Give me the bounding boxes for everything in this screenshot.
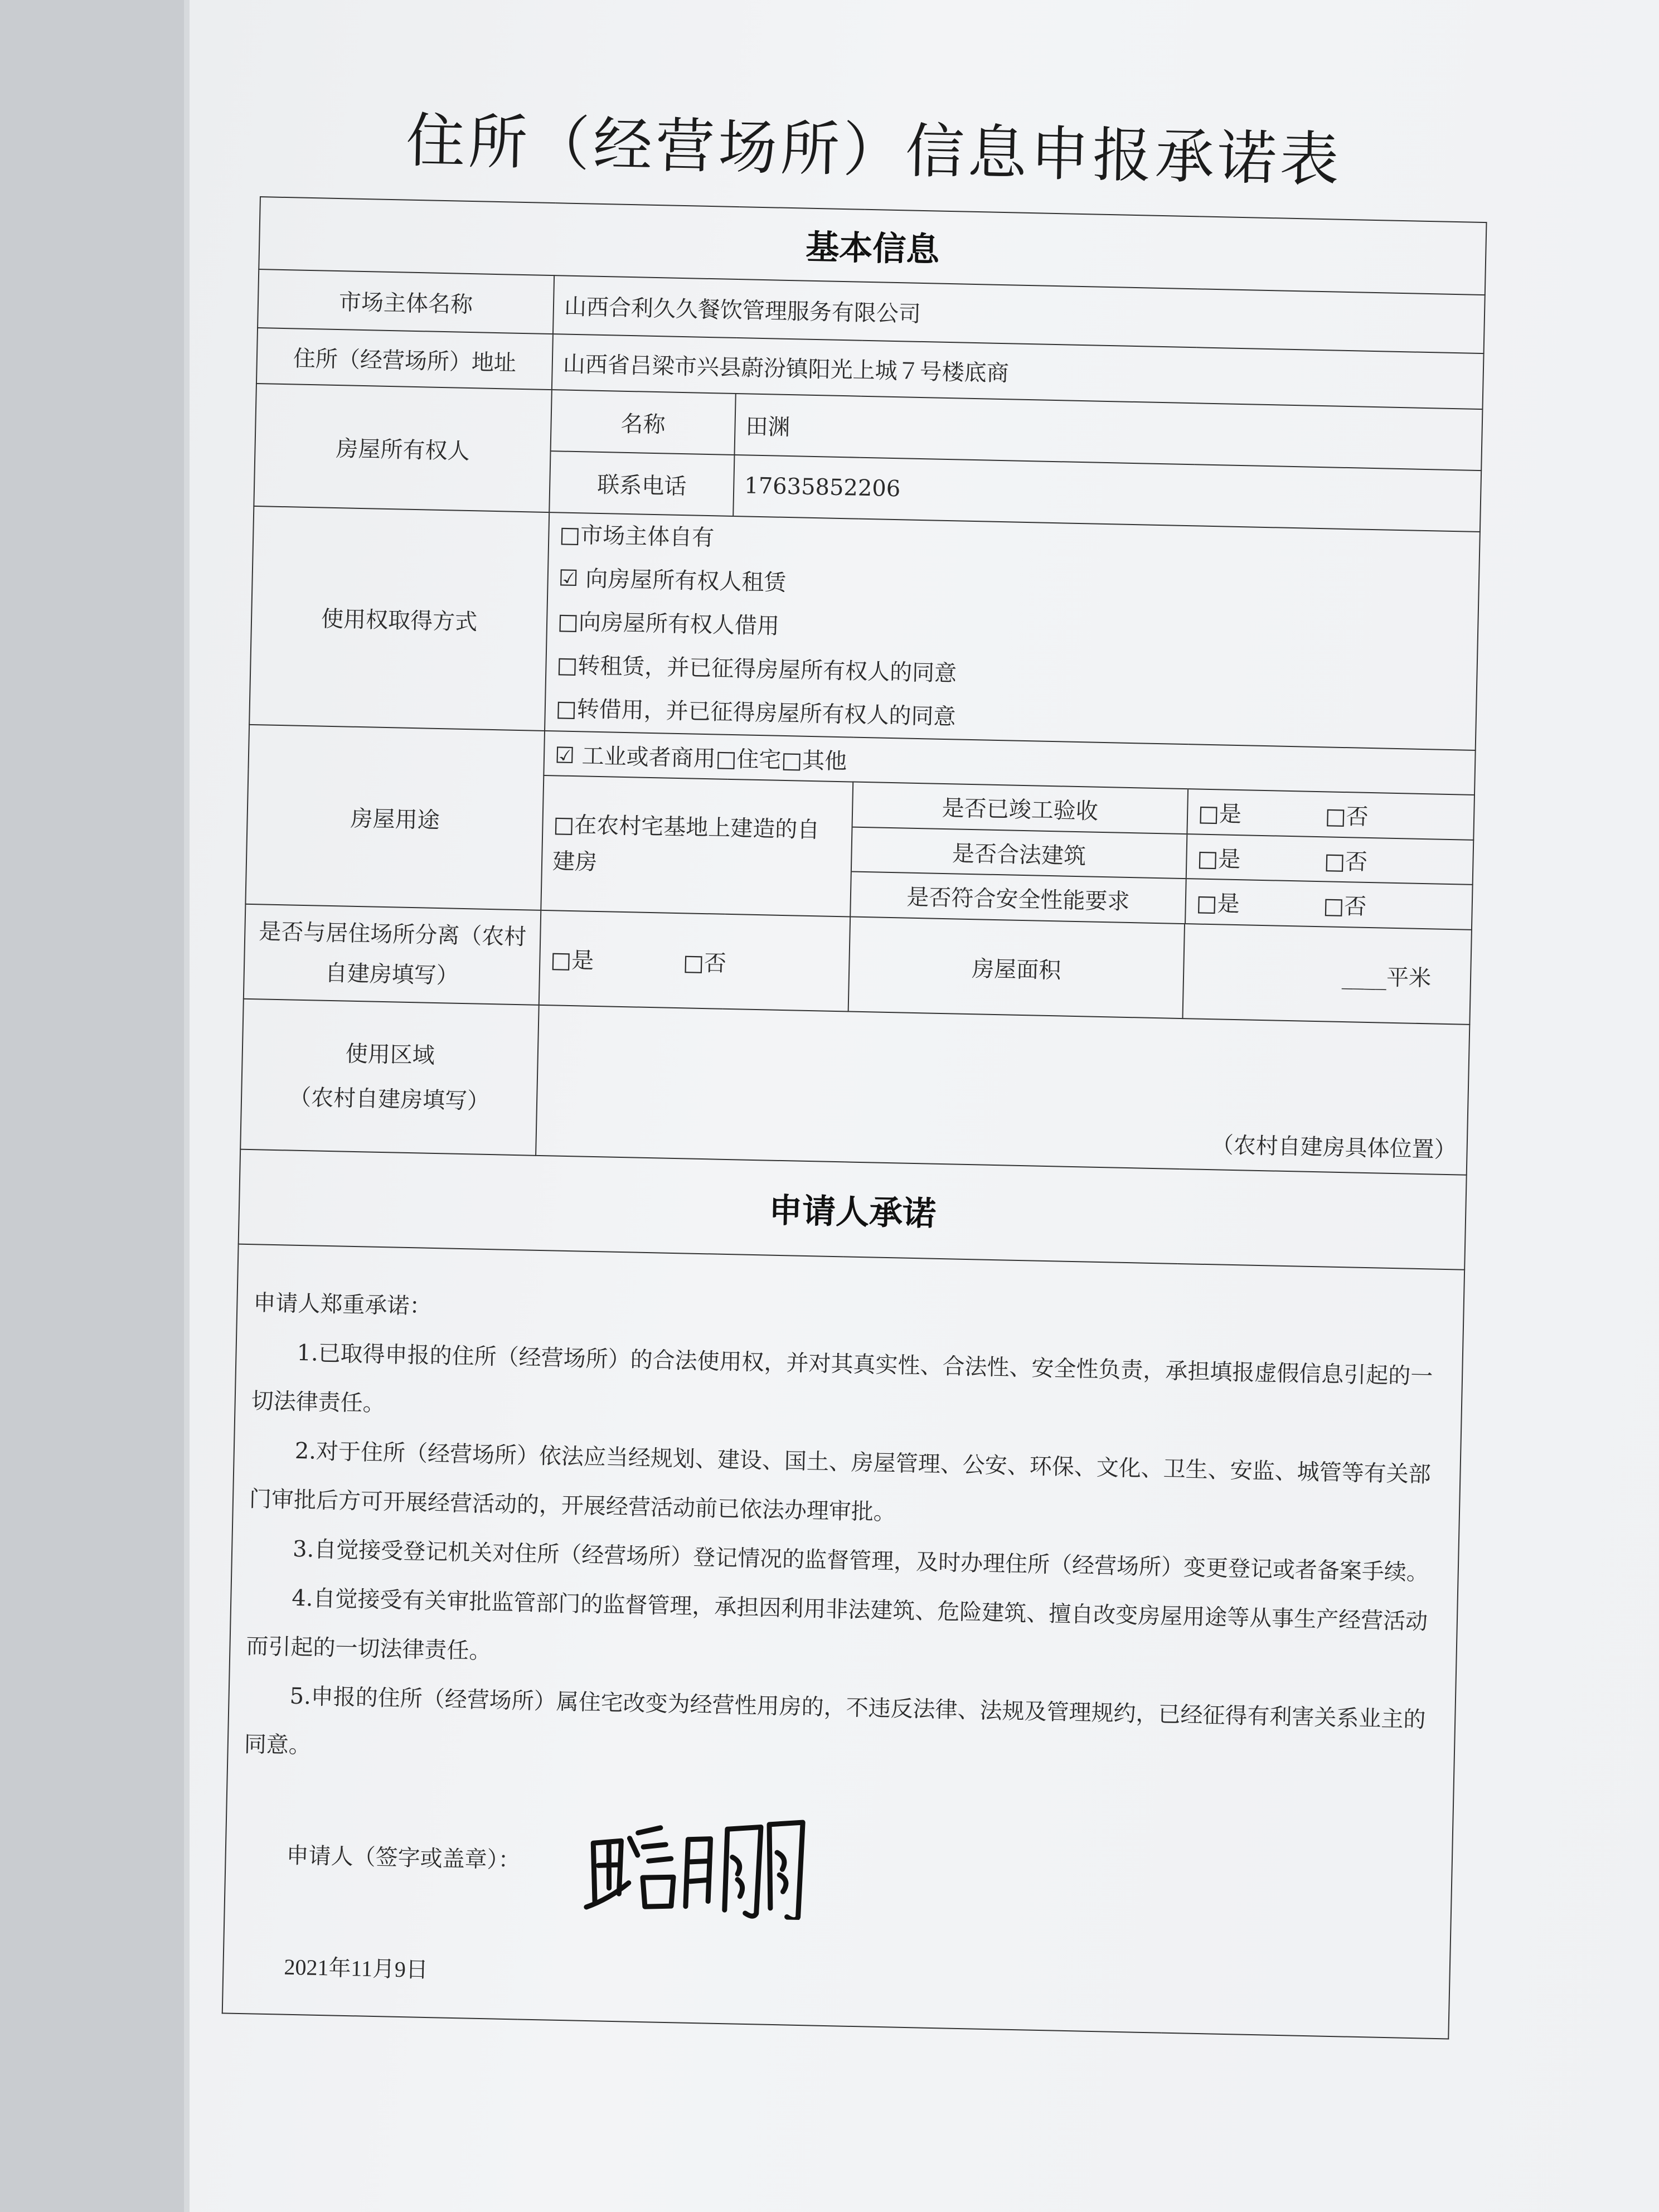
rural-check-answer bbox=[1186, 834, 1474, 885]
pledge-heading: 申请人承诺 bbox=[239, 1149, 1467, 1270]
address-value: 山西省吕梁市兴县蔚汾镇阳光上城７号楼底商 bbox=[552, 334, 1484, 409]
handwritten-signature bbox=[575, 1804, 823, 1920]
pledge-item: 5.申报的住所（经营场所）属住宅改变为经营性用房的，不违反法律、法规及管理规约，已经征得有利害关系业主的同意。 bbox=[244, 1683, 1426, 1759]
owner-label: 房屋所有权人 bbox=[254, 384, 551, 512]
yes-option: □是 bbox=[1197, 846, 1241, 872]
right-option-text: 向房屋所有权人租赁 bbox=[578, 566, 787, 596]
owner-phone-label: 联系电话 bbox=[549, 451, 734, 516]
no-option: □否 bbox=[1323, 848, 1368, 875]
rural-check-question: 是否符合安全性能要求 bbox=[851, 872, 1186, 924]
owner-phone-value: 17635852206 bbox=[733, 455, 1481, 532]
yes-option: □是 bbox=[1196, 890, 1240, 918]
pledge-body-row bbox=[222, 1244, 1464, 2039]
signature-label: 申请人（签字或盖章）： bbox=[286, 1842, 521, 1874]
pledge-item: 1.已取得申报的住所（经营场所）的合法使用权，并对其真实性、合法性、安全性负责，承担填报虚假信息引起的一切法律责任。 bbox=[251, 1340, 1433, 1417]
rural-check-question: 是否已竣工验收 bbox=[853, 783, 1189, 835]
signature-row bbox=[240, 1808, 1437, 1944]
rural-check-answer bbox=[1185, 879, 1473, 929]
separation-answer bbox=[539, 910, 850, 1012]
pledge-item: 4.自觉接受有关审批监管部门的监督管理，承担因利用非法建筑、危险建筑、擅自改变房屋用途等从事生产经营活动而引起的一切法律责任。 bbox=[246, 1585, 1428, 1665]
checkbox-icon: □ bbox=[553, 812, 575, 838]
pledge-item: 3.自觉接受登记机关对住所（经营场所）登记情况的监督管理，及时办理住所（经营场所）变更登记或者备案手续。 bbox=[292, 1536, 1429, 1586]
checkbox-icon: □ bbox=[555, 696, 578, 722]
owner-name-value: 田渊 bbox=[734, 394, 1482, 470]
checkbox-icon: □ bbox=[715, 745, 737, 772]
address-label: 住所（经营场所）地址 bbox=[256, 328, 553, 390]
no-option: □否 bbox=[1323, 893, 1367, 920]
area-value: ____平米 bbox=[1182, 924, 1471, 1025]
no-option: □否 bbox=[1325, 803, 1369, 830]
zone-sub-label: （农村自建房填写） bbox=[288, 1084, 490, 1115]
checked-checkbox-icon: ☑ bbox=[558, 565, 579, 592]
checkbox-icon: □ bbox=[559, 522, 581, 549]
zone-label-cell bbox=[240, 999, 539, 1156]
sign-date: 2021年11月9日 bbox=[284, 1954, 429, 1983]
right-label: 使用权取得方式 bbox=[249, 506, 549, 731]
separation-label: 是否与居住场所分离（农村自建房填写） bbox=[244, 904, 541, 1005]
usage-commercial: 工业或者商用 bbox=[574, 743, 716, 772]
usage-residential: 住宅 bbox=[736, 746, 782, 773]
zone-label: 使用区域 bbox=[345, 1041, 435, 1069]
form-title: 住所（经营场所）信息申报承诺表 bbox=[405, 106, 1343, 195]
zone-note: （农村自建房具体位置） bbox=[536, 1005, 1469, 1175]
checkbox-icon: □ bbox=[556, 652, 578, 679]
pledge-intro: 申请人郑重承诺： bbox=[253, 1290, 432, 1320]
checkbox-icon: □ bbox=[557, 609, 579, 636]
rural-option bbox=[541, 775, 853, 917]
zone-row bbox=[240, 999, 1469, 1175]
right-option-text: 市场主体自有 bbox=[580, 522, 715, 551]
right-row bbox=[249, 506, 1480, 750]
usage-label: 房屋用途 bbox=[245, 725, 545, 910]
form-sheet bbox=[166, 89, 1505, 2022]
right-option-text: 向房屋所有权人借用 bbox=[578, 609, 780, 639]
usage-other: 其他 bbox=[802, 748, 847, 774]
basic-info-heading: 基本信息 bbox=[259, 197, 1486, 295]
area-label: 房屋面积 bbox=[848, 917, 1185, 1019]
rural-check-answer bbox=[1187, 789, 1475, 840]
declaration-form-table bbox=[222, 196, 1487, 2039]
rural-checks-cell bbox=[850, 782, 1474, 930]
rural-text: 在农村宅基地上建造的自建房 bbox=[552, 812, 820, 875]
checkbox-icon: □ bbox=[780, 747, 803, 774]
paper-page bbox=[184, 0, 1659, 2212]
right-option-text: 转租赁，并已征得房屋所有权人的同意 bbox=[577, 653, 957, 687]
yes-option: □是 bbox=[1197, 801, 1242, 828]
entity-name-label: 市场主体名称 bbox=[258, 269, 554, 334]
pledge-item: 2.对于住所（经营场所）依法应当经规划、建设、国土、房屋管理、公安、环保、文化、卫生、安监、城管等有关部门审批后方可开展经营活动的，开展经营活动前已依法办理审批。 bbox=[249, 1438, 1432, 1526]
yes-option: □是 bbox=[550, 947, 594, 974]
right-option-text: 转借用，并已征得房屋所有权人的同意 bbox=[576, 696, 956, 730]
entity-name-value: 山西合利久久餐饮管理服务有限公司 bbox=[553, 275, 1485, 353]
rural-check-question: 是否合法建筑 bbox=[852, 827, 1187, 879]
right-options bbox=[545, 512, 1480, 750]
no-option: □否 bbox=[682, 949, 727, 977]
checked-checkbox-icon: ☑ bbox=[554, 742, 575, 769]
owner-name-label: 名称 bbox=[551, 390, 736, 455]
pledge-body bbox=[222, 1244, 1464, 2039]
rural-checks-table bbox=[851, 783, 1475, 929]
